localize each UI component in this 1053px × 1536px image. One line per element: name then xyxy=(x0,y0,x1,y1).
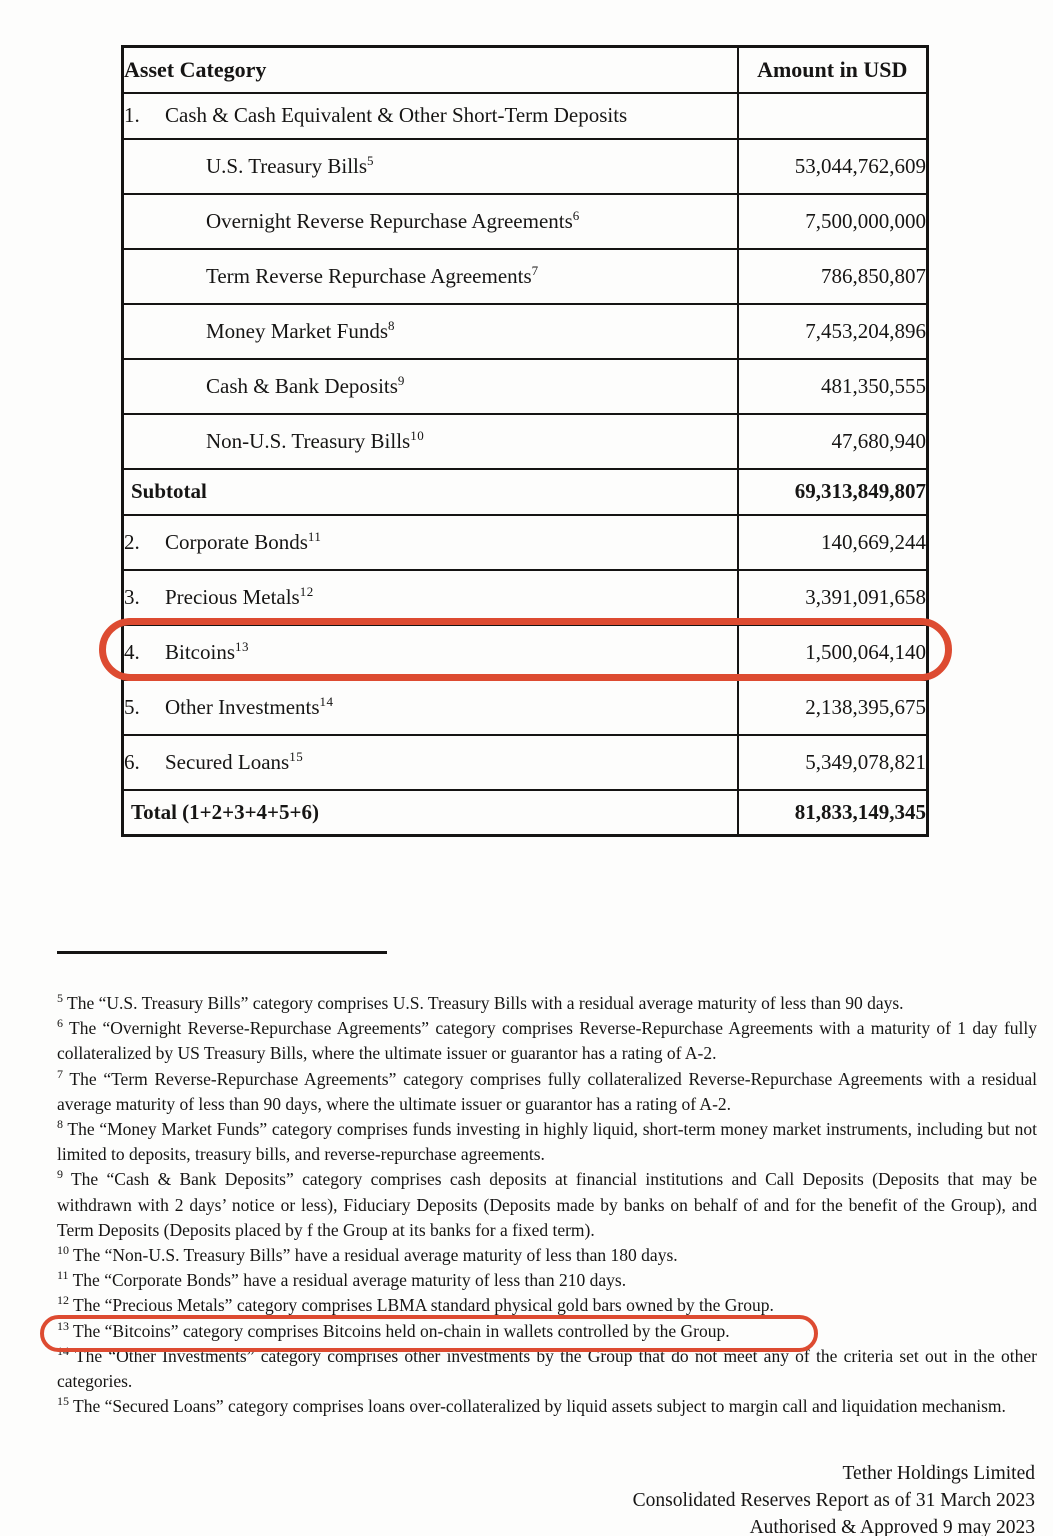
asset-label-cell xyxy=(123,139,738,194)
table-row xyxy=(123,359,928,414)
footnote-number: 10 xyxy=(57,1243,69,1258)
row-number: 6. xyxy=(124,749,140,774)
asset-label: Term Reverse Repurchase Agreements xyxy=(206,263,532,288)
footnote-text: The “Corporate Bonds” have a residual average maturity of less than 210 days. xyxy=(68,1270,627,1291)
asset-label: Overnight Reverse Repurchase Agreements xyxy=(206,208,573,233)
report-footer xyxy=(633,1460,1035,1536)
footnote-text: The “U.S. Treasury Bills” category comprises U.S. Treasury Bills with a residual average maturity of less than 90 days. xyxy=(63,993,904,1013)
asset-label-cell xyxy=(123,249,738,304)
asset-label: Non-U.S. Treasury Bills xyxy=(206,428,411,453)
footnote-reference: 9 xyxy=(397,372,405,388)
footnote-text: The “Cash & Bank Deposits” category comprises cash deposits at financial institutions and Call Deposits (Deposits that may be withdrawn with 2 days’ notice or less), Fiduciary Deposits (Deposits made by banks on behalf of and for the benefit of the Group), and Term Deposits (Deposits placed by f the Group at its banks for a fixed term). xyxy=(57,1169,1037,1240)
asset-label: Secured Loans xyxy=(165,749,290,774)
table-row xyxy=(123,469,928,515)
table-row xyxy=(123,194,928,249)
asset-label-cell xyxy=(123,414,738,469)
footnote-text: The “Non-U.S. Treasury Bills” have a residual average maturity of less than 180 days. xyxy=(69,1245,678,1266)
amount-cell xyxy=(738,93,928,139)
footnote-reference: 6 xyxy=(572,207,580,223)
row-number: 1. xyxy=(124,103,140,127)
asset-label: Corporate Bonds xyxy=(165,529,308,554)
asset-label-cell xyxy=(123,680,738,735)
amount-cell: 3,391,091,658 xyxy=(738,570,928,625)
footnote-reference: 11 xyxy=(307,528,322,544)
asset-label: U.S. Treasury Bills xyxy=(206,153,368,178)
asset-label-cell xyxy=(123,625,738,680)
table-row xyxy=(123,414,928,469)
amount-cell: 140,669,244 xyxy=(738,515,928,570)
footnote xyxy=(57,1344,1037,1394)
amount-cell: 53,044,762,609 xyxy=(738,139,928,194)
footnote-number: 13 xyxy=(57,1318,69,1333)
amount-cell: 1,500,064,140 xyxy=(738,625,928,680)
amount-cell: 481,350,555 xyxy=(738,359,928,414)
footnote xyxy=(57,991,1037,1016)
asset-label: Money Market Funds xyxy=(206,318,388,343)
footnote-number: 15 xyxy=(57,1394,69,1409)
footer-report-title: Consolidated Reserves Report as of 31 March 2023 xyxy=(632,1490,1035,1511)
asset-label: Cash & Bank Deposits xyxy=(206,373,398,398)
table-header-row xyxy=(123,47,928,93)
table-row xyxy=(123,790,928,836)
table-row xyxy=(123,570,928,625)
footnote xyxy=(57,1268,1037,1293)
amount-cell: 2,138,395,675 xyxy=(738,680,928,735)
amount-cell: 7,453,204,896 xyxy=(738,304,928,359)
amount-cell: 786,850,807 xyxy=(738,249,928,304)
footnote-number: 5 xyxy=(57,991,63,1006)
footnote-separator xyxy=(57,951,387,954)
footnotes-section xyxy=(57,991,1037,1419)
footnote-number: 11 xyxy=(57,1268,69,1283)
row-number: 2. xyxy=(124,529,140,554)
footer-approval: Authorised & Approved 9 may 2023 xyxy=(749,1517,1035,1536)
asset-label: Precious Metals xyxy=(165,584,300,609)
table-row xyxy=(123,93,928,139)
asset-label-cell xyxy=(123,93,738,139)
amount-cell: 47,680,940 xyxy=(738,414,928,469)
table-row xyxy=(123,515,928,570)
footnote-number: 7 xyxy=(57,1066,63,1081)
table-row xyxy=(123,304,928,359)
footnote-reference: 12 xyxy=(299,583,314,599)
amount-cell: 5,349,078,821 xyxy=(738,735,928,790)
asset-label: Other Investments xyxy=(165,694,320,719)
footnote-number: 6 xyxy=(57,1016,63,1031)
footnote xyxy=(57,1167,1037,1243)
footnote-text: The “Other Investments” category comprises other investments by the Group that do not meet any of the criteria set out in the other categories. xyxy=(57,1345,1037,1392)
asset-label: Total (1+2+3+4+5+6) xyxy=(131,799,319,824)
amount-cell: 7,500,000,000 xyxy=(738,194,928,249)
footnote-number: 9 xyxy=(57,1167,63,1182)
footnote-reference: 15 xyxy=(289,748,304,764)
table-row xyxy=(123,680,928,735)
footnote xyxy=(57,1394,1037,1419)
footnote-number: 12 xyxy=(57,1293,69,1308)
table-row-bitcoins xyxy=(123,625,928,680)
asset-label-cell xyxy=(123,304,738,359)
footnote xyxy=(57,1293,1037,1318)
asset-label-cell xyxy=(123,359,738,414)
footnote-reference: 14 xyxy=(319,693,334,709)
footnote-reference: 10 xyxy=(410,427,425,443)
footnote-text: The “Bitcoins” category comprises Bitcoins held on-chain in wallets controlled by the Group. xyxy=(69,1320,730,1341)
table-row xyxy=(123,139,928,194)
footnote-number: 14 xyxy=(57,1344,69,1359)
asset-label-cell xyxy=(123,469,738,515)
footnote-text: The “Precious Metals” category comprises LBMA standard physical gold bars owned by the Group. xyxy=(69,1295,774,1316)
footnote-text: The “Overnight Reverse-Repurchase Agreements” category comprises Reverse-Repurchase Agreements with a maturity of 1 day fully collateralized by US Treasury Bills, where the ultimate issuer or guarantor has a rating of A-2. xyxy=(57,1018,1037,1064)
footnote xyxy=(57,1243,1037,1268)
asset-label-cell xyxy=(123,194,738,249)
footer-company: Tether Holdings Limited xyxy=(842,1463,1035,1484)
row-number: 3. xyxy=(124,584,140,609)
table-row xyxy=(123,249,928,304)
footnote-reference: 13 xyxy=(235,638,250,654)
amount-cell: 81,833,149,345 xyxy=(738,790,928,836)
footnote-reference: 8 xyxy=(388,317,395,333)
reserves-table xyxy=(121,45,929,837)
row-number: 5. xyxy=(124,694,140,719)
asset-label-cell xyxy=(123,570,738,625)
row-number: 4. xyxy=(124,639,140,664)
amount-usd-header: Amount in USD xyxy=(738,47,928,93)
amount-cell: 69,313,849,807 xyxy=(738,469,928,515)
footnote xyxy=(57,1016,1037,1066)
asset-label: Cash & Cash Equivalent & Other Short-Term Deposits xyxy=(165,103,628,127)
footnote-reference: 5 xyxy=(367,152,375,168)
footnote-text: The “Secured Loans” category comprises loans over-collateralized by liquid assets subject to margin call and liquidation mechanism. xyxy=(69,1396,1006,1417)
footnote-text: The “Term Reverse-Repurchase Agreements” category comprises fully collateralized Reverse-Repurchase Agreements with a residual average maturity of less than 90 days, where the ultimate issuer or guarantor has a rating of A-2. xyxy=(57,1068,1037,1114)
footnote-bitcoins xyxy=(57,1319,1037,1344)
footnote-number: 8 xyxy=(57,1117,63,1132)
asset-label: Bitcoins xyxy=(165,639,236,664)
asset-label-cell xyxy=(123,515,738,570)
footnote xyxy=(57,1067,1037,1117)
footnote-text: The “Money Market Funds” category comprises funds investing in highly liquid, short-term money market instruments, including but not limited to deposits, treasury bills, and reverse-repurchase agreements. xyxy=(57,1119,1037,1165)
asset-label-cell xyxy=(123,790,738,836)
footnote xyxy=(57,1117,1037,1167)
footnote-reference: 7 xyxy=(531,262,539,278)
asset-category-header: Asset Category xyxy=(123,47,738,93)
table-row xyxy=(123,735,928,790)
asset-label-cell xyxy=(123,735,738,790)
asset-label: Subtotal xyxy=(131,479,207,503)
